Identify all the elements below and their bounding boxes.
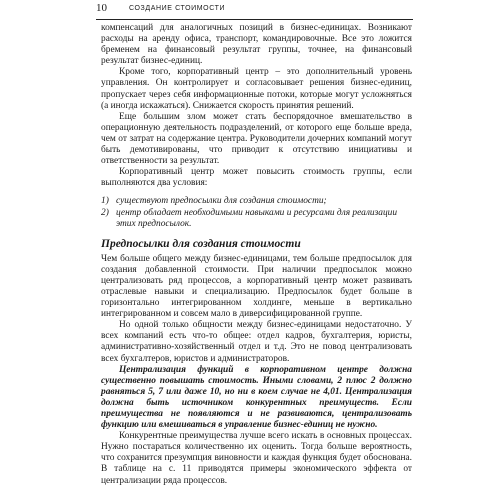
list-item-number: 2) [101,207,109,218]
paragraph: Но одной только общности между бизнес-единицами недостаточно. У всех компаний есть что-то общее: отдел кадров, бухгалтерия, юристы, административно-хозяйственный отдел и т.д. Это не повод централизовать всех бухгалтеров, юристов и администраторов. [101,320,412,364]
paragraph: компенсаций для аналогичных позиций в бизнес-единицах. Возникают расходы на аренду офиса, транспорт, командировочные. Все это ложится бременем на финансовый результат группы, точнее, на финансовый результат бизнес-единиц. [101,23,412,67]
paragraph: Еще большим злом может стать беспорядочное вмешательство в операционную деятельность подразделений, от которого еще больше вреда, чем от затрат на содержание центра. Руководители дочерних компаний могут быть демотивированы, что приводит к отсутствию инициативы и ответственности за результат. [101,111,412,167]
paragraph: Кроме того, корпоративный центр – это дополнительный уровень управления. Он контролирует и согласовывает решения бизнес-единиц, пропускает через себя информационные потоки, которые могут усложняться (а иногда искажаться). Снижается скорость принятия решений. [101,67,412,111]
page-body [101,23,412,487]
paragraph: Корпоративный центр может повысить стоимость группы, если выполняются два условия: [101,167,412,189]
list-item [101,196,412,207]
page-number: 10 [96,2,107,14]
paragraph: Конкурентные преимущества лучше всего искать в основных процессах. Нужно постараться количественно их оценить. Тогда больше вероятность, что сохранится презумпция виновности и каждая функция будет обоснована. В таблице на с. 11 приводятся примеры экономического эффекта от централизации ряда процессов. [101,431,412,486]
running-title: СОЗДАНИЕ СТОИМОСТИ [129,5,226,12]
section-heading: Предпосылки для создания стоимости [101,237,301,250]
running-header [96,3,413,20]
conditions-list [101,196,412,229]
emphasis-paragraph: Централизация функций в корпоративном центре должна существенно повышать стоимость. Иными словами, 2 плюс 2 должно равняться 5, 7 или даже 10, но ни в коем случае не 4,01. Централизация должна быть источником конкурентных преимуществ. Если преимущества не появляются и не развиваются, централизовать функцию или вмешиваться в управление бизнес-единиц не нужно. [101,364,412,431]
list-item [101,208,412,230]
list-item-text: центр обладает необходимыми навыками и ресурсами для реализации этих предпосылок. [116,207,398,229]
list-item-text: существуют предпосылки для создания стоимости; [116,196,327,207]
paragraph: Чем больше общего между бизнес-единицами, тем больше предпосылок для создания добавленной стоимости. При наличии предпосылок можно централизовать ряд процессов, а корпоративный центр может развивать отраслевые навыки и специализацию. Предпосылок будет больше в горизонтально интегрированном холдинге, меньше в вертикально интегрированном и совсем мало в диверсифицированной группе. [101,253,412,320]
list-item-number: 1) [101,196,109,207]
